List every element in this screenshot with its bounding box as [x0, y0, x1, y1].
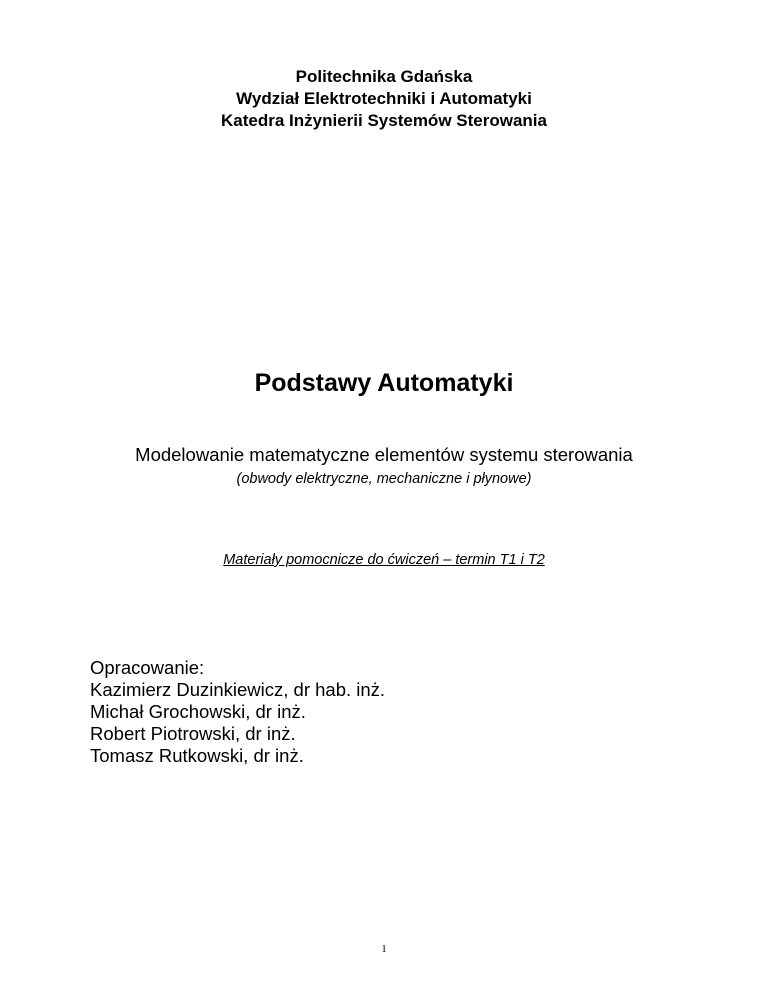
document-subtitle: Modelowanie matematyczne elementów systemu sterowania	[135, 444, 633, 465]
university-name: Politechnika Gdańska	[295, 67, 473, 86]
department-name: Katedra Inżynierii Systemów Sterowania	[221, 111, 547, 130]
institution-header	[0, 66, 768, 132]
subtitle-note: (obwody elektryczne, mechaniczne i płynowe)	[236, 471, 532, 487]
materials-note: Materiały pomocnicze do ćwiczeń – termin T1 i T2	[223, 552, 545, 568]
course-title: Podstawy Automatyki	[254, 369, 514, 397]
authors-label: Opracowanie:	[90, 657, 205, 678]
author-item: Tomasz Rutkowski, dr inż.	[90, 745, 304, 766]
page-number: 1	[381, 943, 387, 955]
author-item: Robert Piotrowski, dr inż.	[90, 723, 296, 744]
faculty-name: Wydział Elektrotechniki i Automatyki	[236, 89, 532, 108]
author-item: Michał Grochowski, dr inż.	[90, 701, 306, 722]
authors-block	[90, 657, 385, 767]
author-item: Kazimierz Duzinkiewicz, dr hab. inż.	[90, 679, 386, 700]
